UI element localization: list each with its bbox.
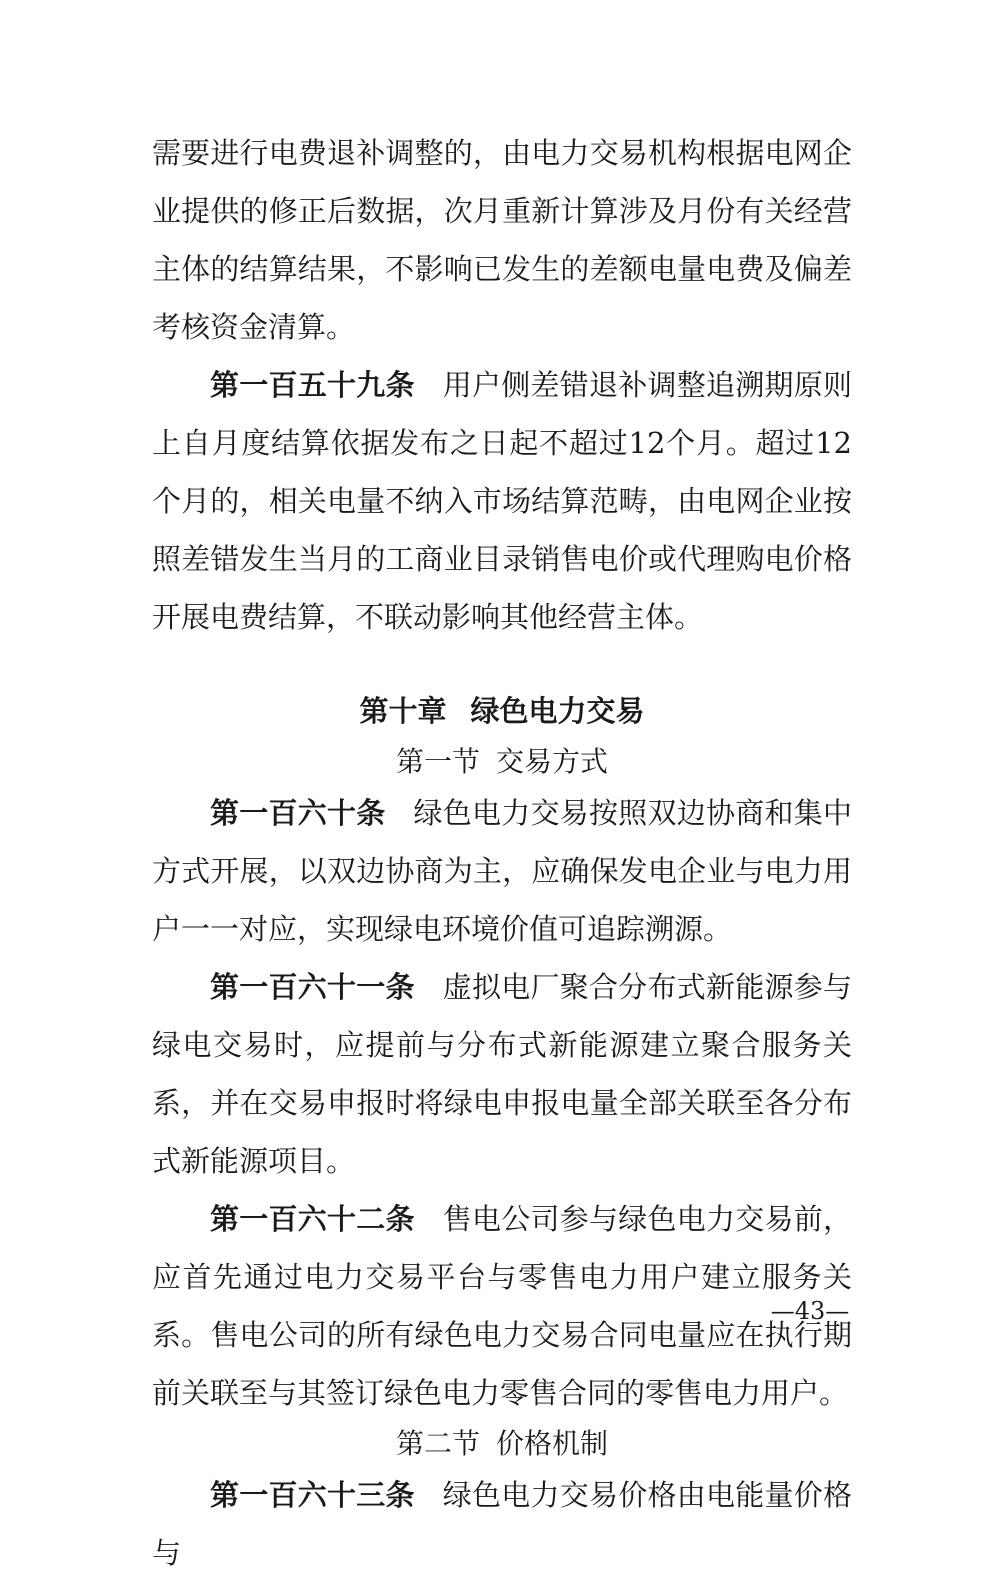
section-2-number: 第二节: [395, 1427, 480, 1460]
section-1-number: 第一节: [395, 745, 480, 778]
article-160: [152, 784, 852, 958]
article-161-text: 虚拟电厂聚合分布式新能源参与绿电交易时，应提前与分布式新能源建立聚合服务关系，并在交易申报时将绿电申报电量全部关联至各分布式新能源项目。: [152, 970, 852, 1178]
continuation-paragraph: 需要进行电费退补调整的，由电力交易机构根据电网企业提供的修正后数据，次月重新计算涉及月份有关经营主体的结算结果，不影响已发生的差额电量电费及偏差考核资金清算。: [152, 136, 852, 344]
section-1-heading: [152, 740, 852, 784]
article-163-text: 绿色电力交易价格由电能量价格与: [152, 1478, 852, 1570]
article-162-label: 第一百六十二条: [210, 1202, 415, 1236]
article-159: [152, 356, 852, 646]
article-161: [152, 958, 852, 1190]
chapter-number: 第十章: [359, 694, 447, 728]
article-159-label: 第一百五十九条: [210, 368, 415, 402]
article-163: [152, 1466, 852, 1582]
chapter-title: 绿色电力交易: [470, 694, 645, 728]
section-1-title: 交易方式: [496, 745, 609, 778]
section-2-title: 价格机制: [496, 1427, 609, 1460]
section-2-heading: [152, 1422, 852, 1466]
article-159-text: 用户侧差错退补调整追溯期原则上自月度结算依据发布之日起不超过12个月。超过12个月的，相关电量不纳入市场结算范畴，由电网企业按照差错发生当月的工商业目录销售电价或代理购电价格开展电费结算，不联动影响其他经营主体。: [152, 368, 852, 634]
article-161-label: 第一百六十一条: [210, 970, 415, 1004]
page-number: —43—: [770, 1297, 850, 1325]
chapter-heading: [152, 682, 852, 740]
article-162-text: 售电公司参与绿色电力交易前，应首先通过电力交易平台与零售电力用户建立服务关系。售电公司的所有绿色电力交易合同电量应在执行期前关联至与其签订绿色电力零售合同的零售电力用户。: [152, 1202, 852, 1410]
document-body: [152, 124, 852, 1582]
article-163-label: 第一百六十三条: [210, 1478, 415, 1512]
article-160-text: 绿色电力交易按照双边协商和集中方式开展，以双边协商为主，应确保发电企业与电力用户一一对应，实现绿电环境价值可追踪溯源。: [152, 796, 852, 946]
article-160-label: 第一百六十条: [210, 796, 386, 830]
article-162: [152, 1190, 852, 1422]
